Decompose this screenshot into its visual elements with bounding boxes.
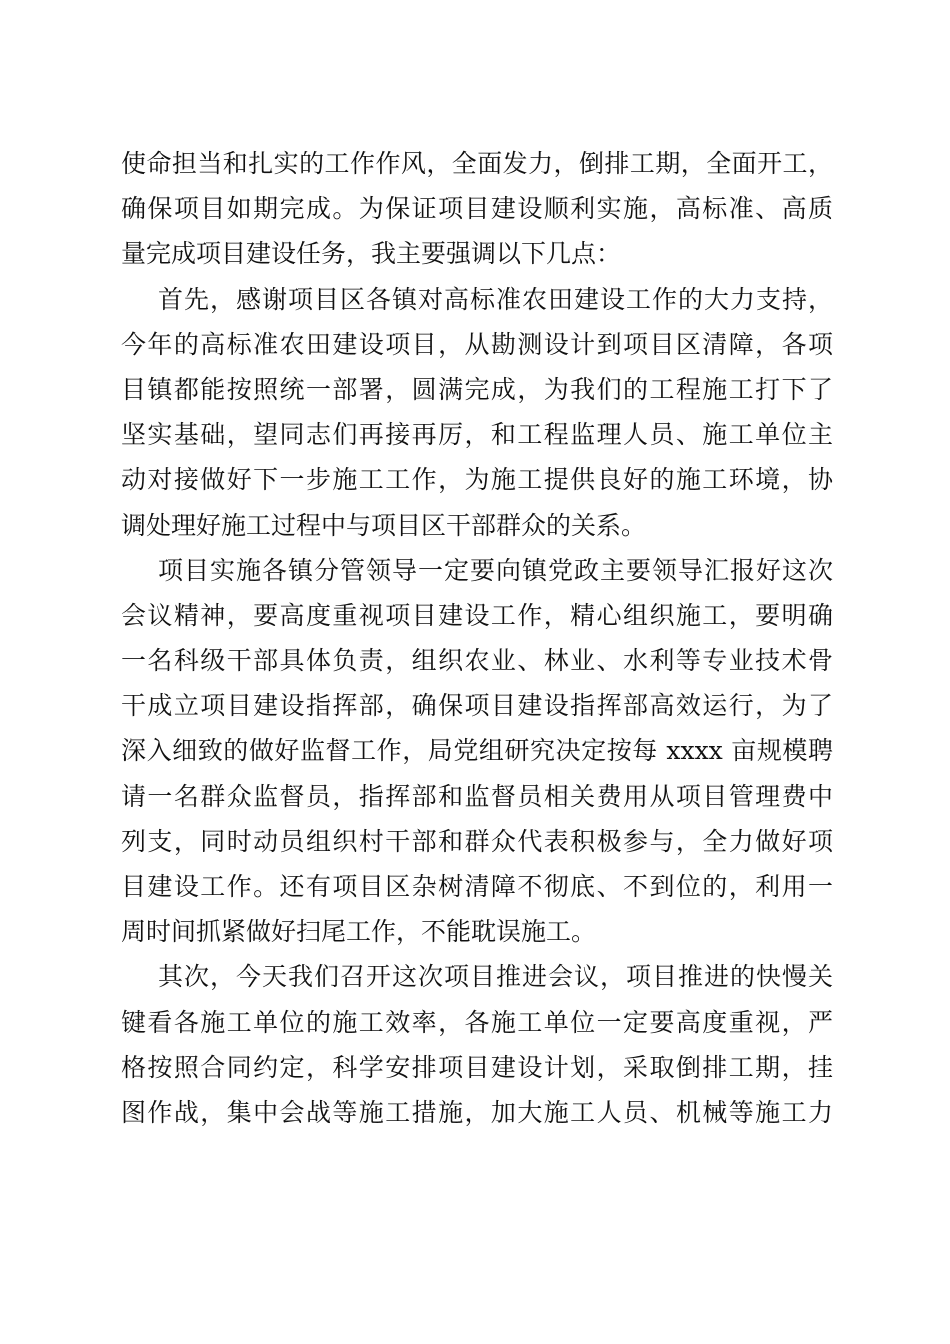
text-line: 目镇都能按照统一部署，圆满完成，为我们的工程施工打下了	[121, 374, 833, 404]
paragraph-3	[121, 548, 833, 955]
text-line: 周时间抓紧做好扫尾工作，不能耽误施工。	[121, 917, 597, 947]
text-line: 今年的高标准农田建设项目，从勘测设计到项目区清障，各项	[121, 329, 833, 359]
text-line: 格按照合同约定，科学安排项目建设计划，采取倒排工期，挂	[121, 1052, 833, 1082]
text-line: 干成立项目建设指挥部，确保项目建设指挥部高效运行，为了	[121, 691, 833, 721]
text-line: 确保项目如期完成。为保证项目建设顺利实施，高标准、高质	[121, 194, 833, 224]
text-line: 列支，同时动员组织村干部和群众代表积极参与，全力做好项	[121, 826, 833, 856]
text-line: 首先，感谢项目区各镇对高标准农田建设工作的大力支持，	[158, 284, 833, 314]
text-line: 一名科级干部具体负责，组织农业、林业、水利等专业技术骨	[121, 646, 833, 676]
text-line: 目建设工作。还有项目区杂树清障不彻底、不到位的，利用一	[121, 872, 833, 901]
text-line: 量完成项目建设任务，我主要强调以下几点：	[121, 239, 622, 269]
document-body	[121, 141, 833, 1135]
text-line: 图作战，集中会战等施工措施，加大施工人员、机械等施工力	[121, 1097, 833, 1127]
text-line: 坚实基础，望同志们再接再厉，和工程监理人员、施工单位主	[121, 420, 833, 450]
text-line: 项目实施各镇分管领导一定要向镇党政主要领导汇报好这次	[158, 555, 833, 585]
paragraph-4	[121, 954, 833, 1135]
text-line: 深入细致的做好监督工作，局党组研究决定按每 xxxx 亩规模聘	[121, 736, 833, 766]
text-line: 调处理好施工过程中与项目区干部群众的关系。	[121, 510, 647, 540]
text-line: 请一名群众监督员，指挥部和监督员相关费用从项目管理费中	[121, 781, 833, 811]
text-line: 使命担当和扎实的工作作风，全面发力，倒排工期，全面开工，	[121, 149, 833, 178]
paragraph-1	[121, 141, 833, 277]
text-line: 会议精神，要高度重视项目建设工作，精心组织施工，要明确	[121, 600, 833, 630]
text-line: 动对接做好下一步施工工作，为施工提供良好的施工环境，协	[121, 465, 833, 495]
paragraph-2	[121, 277, 833, 548]
text-line: 其次，今天我们召开这次项目推进会议，项目推进的快慢关	[158, 962, 833, 992]
text-line: 键看各施工单位的施工效率，各施工单位一定要高度重视，严	[121, 1007, 833, 1037]
